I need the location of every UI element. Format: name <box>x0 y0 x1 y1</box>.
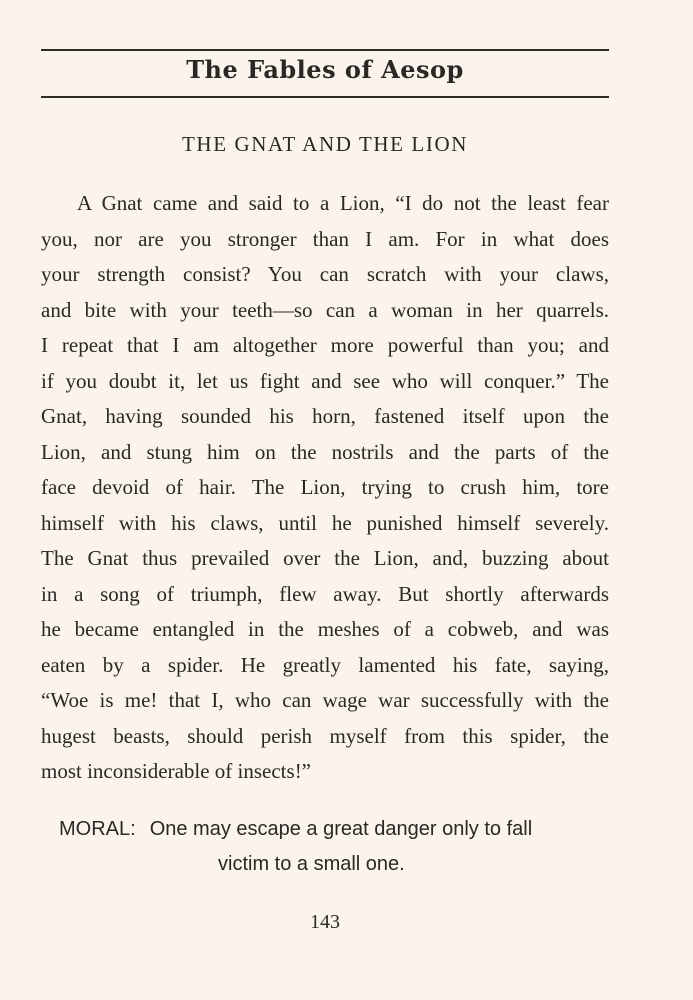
body-line: your strength consist? You can scratch with your claws, <box>41 262 609 286</box>
body-line: The Gnat thus prevailed over the Lion, and, buzzing about <box>41 546 609 570</box>
page-number: 143 <box>310 911 340 933</box>
body-line: I repeat that I am altogether more powerful than you; and <box>41 333 609 357</box>
body-line: if you doubt it, let us fight and see who will conquer.” The <box>41 368 609 393</box>
moral-block <box>41 812 609 882</box>
moral-label: MORAL: <box>59 818 136 840</box>
body-line: Gnat, having sounded his horn, fastened itself upon the <box>41 404 609 428</box>
moral-text-2: victim to a small one. <box>218 853 405 875</box>
story-title: THE GNAT AND THE LION <box>182 132 468 156</box>
header-rule-top <box>41 49 609 51</box>
moral-line-1 <box>41 812 609 847</box>
body-line: and bite with your teeth—so can a woman in her quarrels. <box>41 297 609 322</box>
body-line: eaten by a spider. He greatly lamented his fate, saying, <box>41 652 609 677</box>
body-line: face devoid of hair. The Lion, trying to crush him, tore <box>41 475 609 499</box>
body-line: most inconsiderable of insects!” <box>41 759 312 783</box>
body-line: himself with his claws, until he punished himself severely. <box>41 510 609 535</box>
body-line: “Woe is me! that I, who can wage war successfully with the <box>41 688 609 712</box>
body-line: he became entangled in the meshes of a cobweb, and was <box>41 617 609 641</box>
body-line: hugest beasts, should perish myself from this spider, the <box>41 723 609 748</box>
moral-text-1: One may escape a great danger only to fall <box>149 818 533 840</box>
story-body <box>41 186 609 790</box>
body-line: you, nor are you stronger than I am. For in what does <box>41 226 609 251</box>
body-line: A Gnat came and said to a Lion, “I do not the least fear <box>77 191 609 215</box>
header-rule-bottom <box>41 96 609 98</box>
body-line: in a song of triumph, flew away. But shortly afterwards <box>41 581 609 606</box>
body-line: Lion, and stung him on the nostrils and the parts of the <box>41 439 609 464</box>
running-header: The Fables of Aesop <box>186 55 464 84</box>
